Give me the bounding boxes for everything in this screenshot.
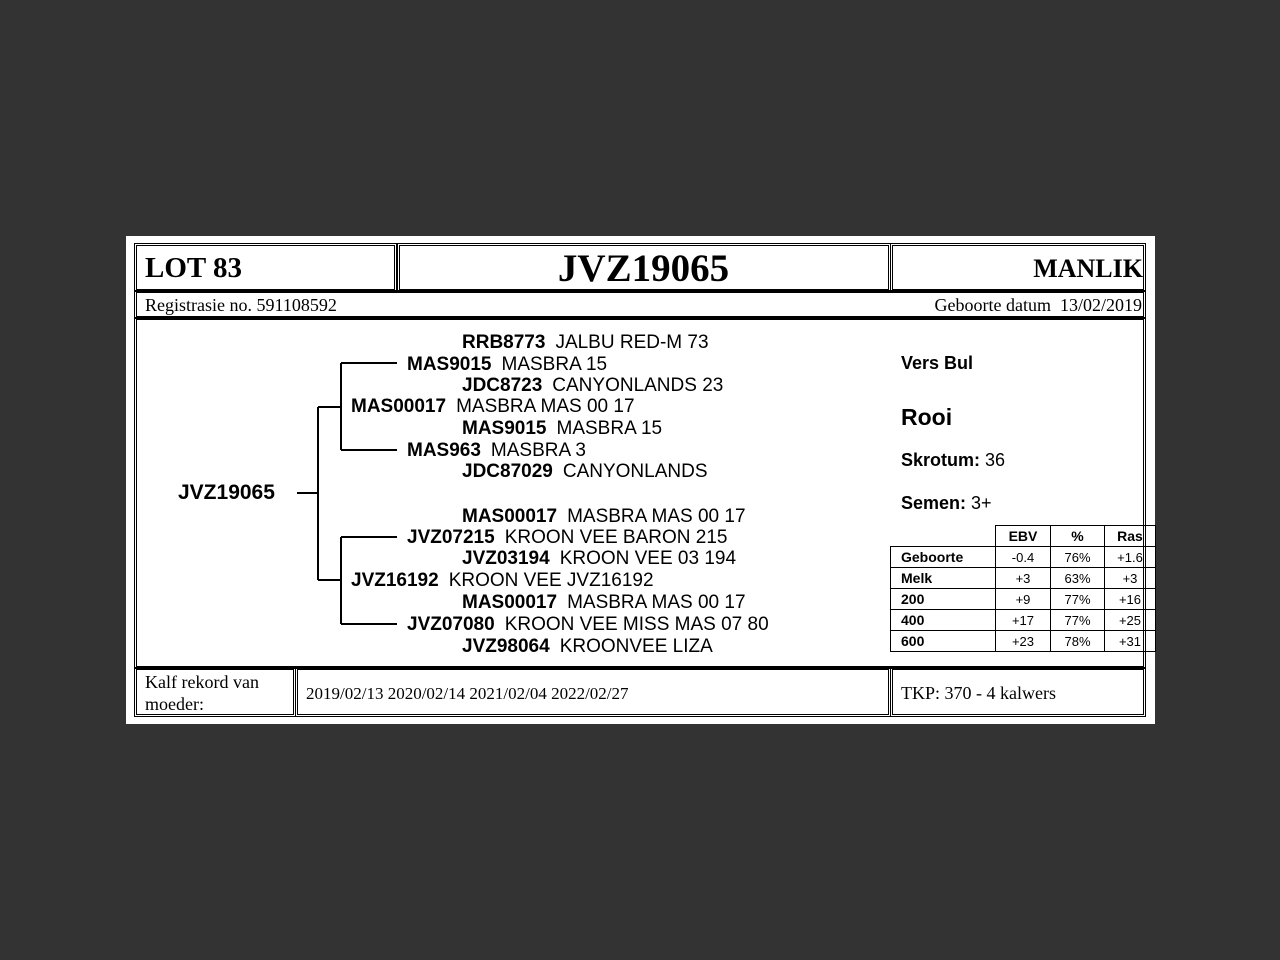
sire-dam <box>407 440 586 462</box>
registration-number: Registrasie no. 591108592 <box>145 295 337 315</box>
table-row <box>891 610 1156 631</box>
table-row <box>891 589 1156 610</box>
scrotum <box>901 450 1005 471</box>
row-label: 200 <box>891 589 996 610</box>
sire-dam-sire <box>462 418 662 440</box>
row-label: 600 <box>891 631 996 652</box>
ebv-value: +9 <box>996 589 1051 610</box>
sire-sire-sire <box>462 332 709 354</box>
name: MASBRA 15 <box>501 354 608 375</box>
ras-value: +1.6 <box>1105 547 1156 568</box>
code: JDC87029 <box>462 461 553 482</box>
animal-colour: Rooi <box>901 404 953 430</box>
dam-dam <box>407 614 769 636</box>
animal-id-title: JVZ19065 <box>557 247 730 290</box>
code: MAS00017 <box>462 506 558 527</box>
birth-date-label: Geboorte datum <box>934 295 1051 315</box>
sire-dam-dam <box>462 461 708 483</box>
pct-value: 77% <box>1051 589 1105 610</box>
ras-value: +3 <box>1105 568 1156 589</box>
ras-value: +16 <box>1105 589 1156 610</box>
dam-sire-dam <box>462 548 736 570</box>
ebv-header-row <box>891 526 1156 547</box>
dam-dam-sire <box>462 592 746 614</box>
ebv-value: +17 <box>996 610 1051 631</box>
scrotum-label: Skrotum: <box>901 450 981 470</box>
dam <box>351 570 654 592</box>
name: MASBRA MAS 00 17 <box>567 506 746 527</box>
row-label: Geboorte <box>891 547 996 568</box>
code: JVZ07215 <box>407 527 495 548</box>
row-label: 400 <box>891 610 996 631</box>
code: MAS9015 <box>462 418 547 439</box>
code: JVZ16192 <box>351 570 439 591</box>
name: MASBRA 15 <box>556 418 663 439</box>
code: MAS00017 <box>351 396 447 417</box>
name: CANYONLANDS <box>562 461 708 482</box>
ebv-value: -0.4 <box>996 547 1051 568</box>
code: JVZ03194 <box>462 548 550 569</box>
pedigree-subject: JVZ19065 <box>178 481 275 504</box>
ras-value: +31 <box>1105 631 1156 652</box>
name: CANYONLANDS 23 <box>552 375 724 396</box>
ras-header: Ras <box>1105 526 1156 547</box>
name: KROON VEE JVZ16192 <box>448 570 654 591</box>
name: MASBRA 3 <box>490 440 586 461</box>
name: MASBRA MAS 00 17 <box>456 396 635 417</box>
dam-sire <box>407 527 727 549</box>
calf-record-dates: 2019/02/13 2020/02/14 2021/02/04 2022/02/27 <box>306 684 629 703</box>
name: JALBU RED-M 73 <box>555 332 709 353</box>
lot-number: LOT 83 <box>145 252 242 284</box>
sire-sire-dam <box>462 375 723 397</box>
ebv-table <box>890 525 1156 652</box>
row-label: Melk <box>891 568 996 589</box>
semen-label: Semen: <box>901 493 967 513</box>
pct-value: 77% <box>1051 610 1105 631</box>
code: RRB8773 <box>462 332 546 353</box>
pct-value: 63% <box>1051 568 1105 589</box>
name: MASBRA MAS 00 17 <box>567 592 746 613</box>
calf-record-label: Kalf rekord van moeder: <box>145 672 259 714</box>
pct-header: % <box>1051 526 1105 547</box>
dam-dam-dam <box>462 636 713 658</box>
dam-sire-sire <box>462 506 746 528</box>
code: JVZ07080 <box>407 614 495 635</box>
name: KROON VEE 03 194 <box>559 548 737 569</box>
table-row <box>891 568 1156 589</box>
name: KROON VEE MISS MAS 07 80 <box>504 614 769 635</box>
ebv-value: +3 <box>996 568 1051 589</box>
code: JDC8723 <box>462 375 543 396</box>
code: JVZ98064 <box>462 636 550 657</box>
semen-value: 3+ <box>971 493 992 513</box>
code: MAS9015 <box>407 354 492 375</box>
table-row <box>891 547 1156 568</box>
sex-label: MANLIK <box>1033 254 1143 283</box>
pct-value: 78% <box>1051 631 1105 652</box>
ebv-corner <box>891 526 996 547</box>
table-row <box>891 631 1156 652</box>
ebv-header: EBV <box>996 526 1051 547</box>
ras-value: +25 <box>1105 610 1156 631</box>
sire-sire <box>407 354 607 376</box>
pct-value: 76% <box>1051 547 1105 568</box>
animal-type: Vers Bul <box>901 353 974 373</box>
name: KROONVEE LIZA <box>559 636 713 657</box>
tkp-value: TKP: 370 - 4 kalwers <box>901 683 1056 703</box>
birth-date-value: 13/02/2019 <box>1059 295 1142 315</box>
sire <box>351 396 635 418</box>
ebv-value: +23 <box>996 631 1051 652</box>
name: KROON VEE BARON 215 <box>504 527 728 548</box>
code: MAS00017 <box>462 592 558 613</box>
semen <box>901 493 992 514</box>
code: MAS963 <box>407 440 481 461</box>
scrotum-value: 36 <box>985 450 1006 470</box>
